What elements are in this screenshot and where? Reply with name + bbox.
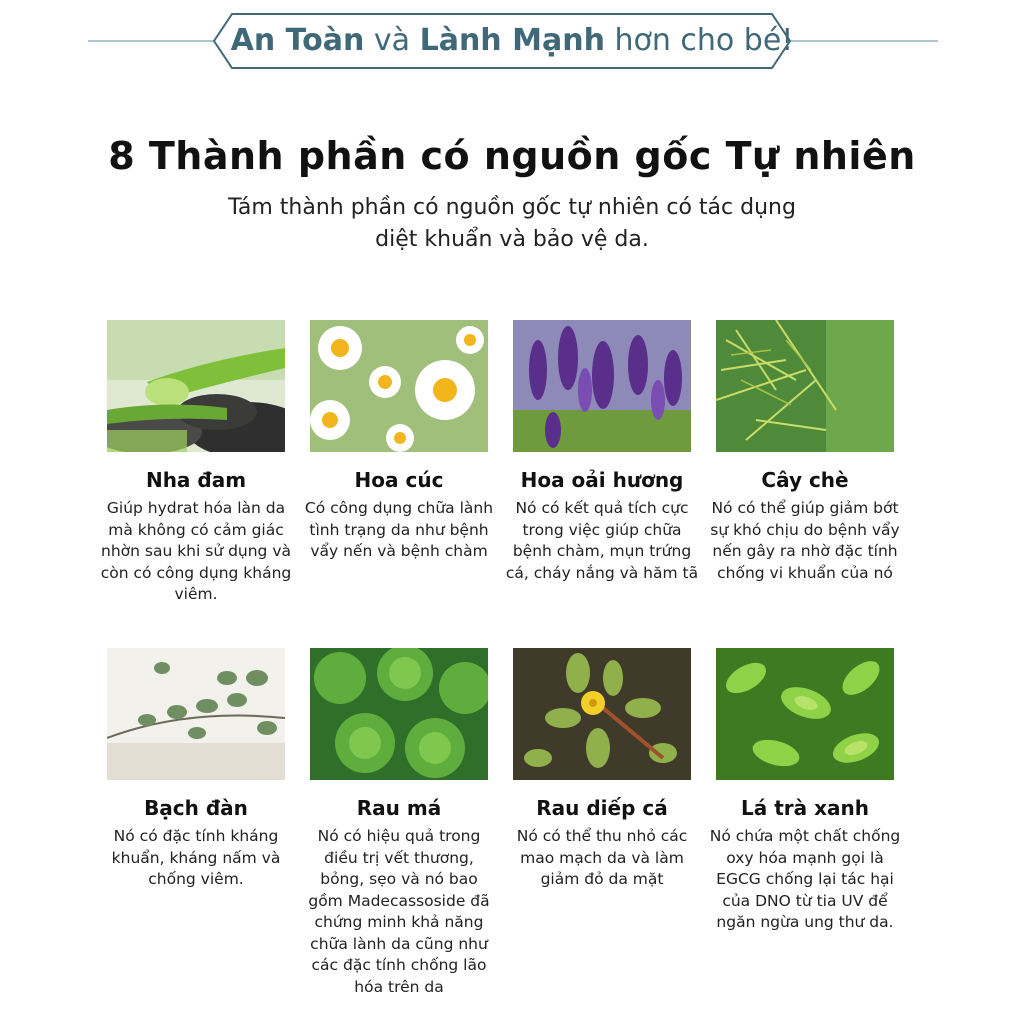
banner-part-2: và: [364, 23, 420, 58]
ingredient-description: Nó có thể giúp giảm bớt sự khó chịu do bệnh vẩy nến gây ra nhờ đặc tính chống vi khuẩn của nó: [710, 499, 900, 582]
eucalyptus-photo: [107, 648, 285, 780]
green-tea-photo: [716, 648, 894, 780]
ingredient-description: Nó chứa một chất chống oxy hóa mạnh gọi là EGCG chống lại tác hại của DNO từ tia UV để ngăn ngừa ung thư da.: [709, 827, 901, 931]
ingredient-name: Bạch đàn: [144, 796, 248, 820]
banner-part-1: An Toàn: [230, 23, 365, 58]
ingredient-name: Rau má: [356, 796, 442, 820]
ingredient-description: Nó có đặc tính kháng khuẩn, kháng nấm và chống viêm.: [111, 827, 281, 888]
aloe-vera-photo: [107, 320, 285, 452]
tea-tree-photo: [716, 320, 894, 452]
ingredient-name: Nha đam: [145, 468, 247, 492]
purslane-photo: [513, 648, 691, 780]
ingredient-description: Nó có kết quả tích cực trong việc giúp chữa bệnh chàm, mụn trứng cá, cháy nắng và hăm tã: [505, 499, 699, 582]
ingredient-description: Giúp hydrat hóa làn da mà không có cảm giác nhờn sau khi sử dụng và còn có công dụng kháng viêm.: [100, 499, 292, 603]
lavender-photo: [513, 320, 691, 452]
ingredient-name: Rau diếp cá: [536, 796, 668, 820]
banner-part-4: hơn cho bé!: [604, 23, 794, 58]
ingredient-description: Có công dụng chữa lành tình trạng da như bệnh vẩy nến và bệnh chàm: [304, 499, 494, 560]
ingredient-name: Lá trà xanh: [741, 796, 869, 820]
centella-photo: [310, 648, 488, 780]
ingredient-description: Nó có thể thu nhỏ các mao mạch da và làm giảm đỏ da mặt: [516, 827, 688, 888]
ingredient-description: Nó có hiệu quả trong điều trị vết thương, bỏng, sẹo và nó bao gồm Madecassoside đã chứng minh khả năng chữa lành da cũng như các đặc tính chống lão hóa trên da: [308, 827, 490, 996]
headline: 8 Thành phần có nguồn gốc Tự nhiên: [108, 134, 916, 178]
ingredient-name: Cây chè: [761, 468, 849, 492]
ingredient-name: Hoa oải hương: [520, 468, 684, 492]
chamomile-photo: [310, 320, 488, 452]
subheadline: Tám thành phần có nguồn gốc tự nhiên có tác dụng diệt khuẩn và bảo vệ da.: [228, 195, 796, 252]
ingredient-name: Hoa cúc: [354, 468, 444, 492]
banner-part-3: Lành Mạnh: [419, 23, 605, 58]
